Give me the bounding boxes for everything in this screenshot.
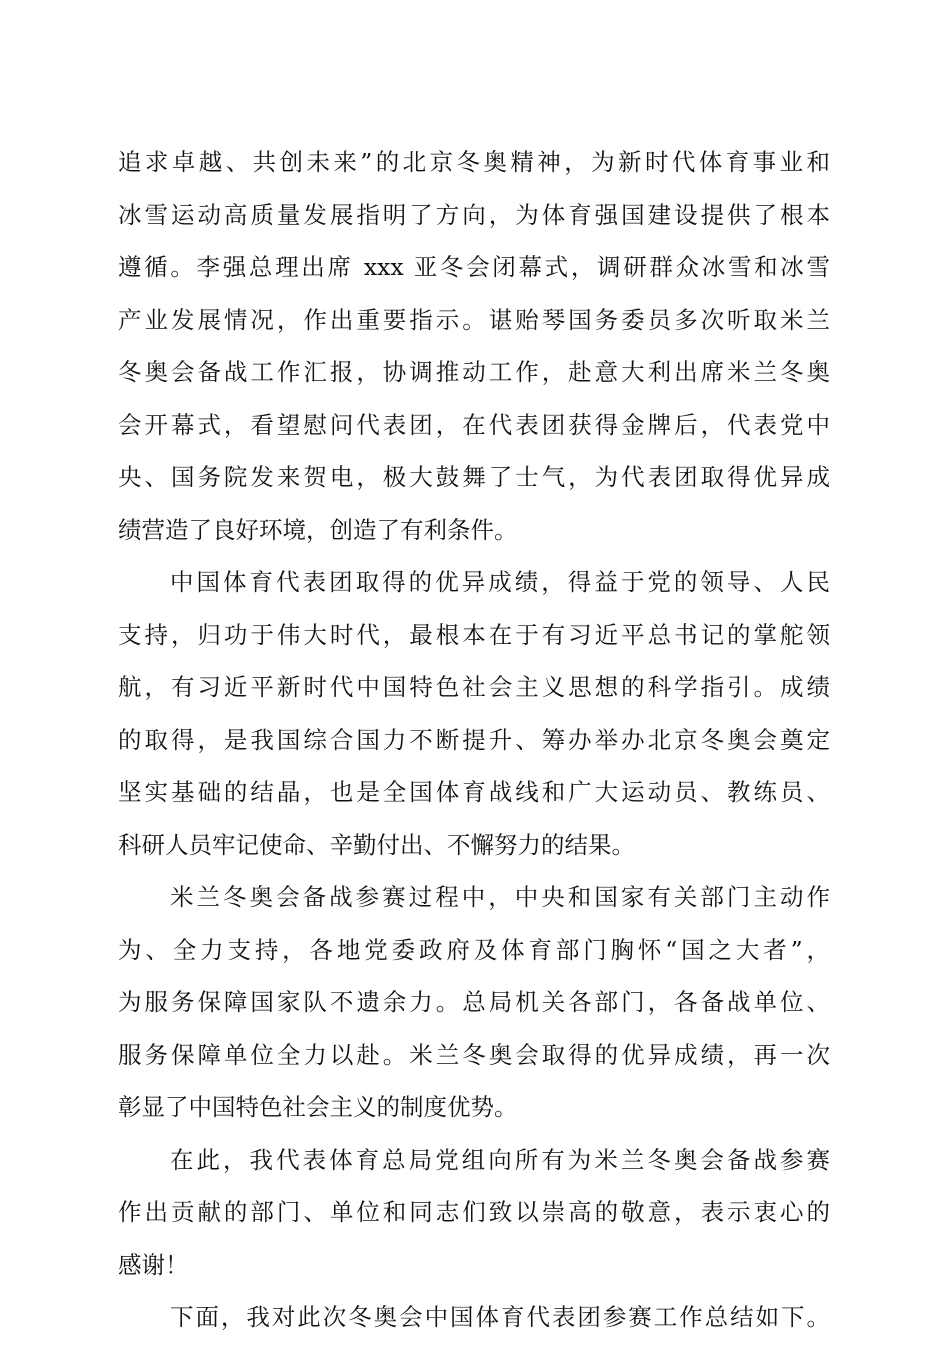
paragraph-2 — [118, 561, 830, 876]
text-line: 的取得，是我国综合国力不断提升、筹办举办北京冬奥会奠定 — [118, 725, 830, 754]
text-line: 遵循。李强总理出席 xxx 亚冬会闭幕式，调研群众冰雪和冰雪 — [118, 253, 830, 281]
text-line: 中国体育代表团取得的优异成绩，得益于党的领导、人民 — [170, 568, 830, 596]
text-line: 彰显了中国特色社会主义的制度优势。 — [118, 1093, 518, 1121]
text-line: 会开幕式，看望慰问代表团，在代表团获得金牌后，代表党中 — [118, 410, 830, 439]
text-line: 下面，我对此次冬奥会中国体育代表团参赛工作总结如下。 — [170, 1303, 830, 1331]
text-line: 为服务保障国家队不遗余力。总局机关各部门，各备战单位、 — [118, 988, 830, 1016]
paragraph-4 — [118, 1139, 830, 1297]
text-line: 冬奥会备战工作汇报，协调推动工作，赴意大利出席米兰冬奥 — [118, 358, 830, 386]
text-line: 追求卓越、共创未来”的北京冬奥精神，为新时代体育事业和 — [118, 148, 830, 176]
text-line: 央、国务院发来贺电，极大鼓舞了士气，为代表团取得优异成 — [118, 463, 830, 491]
paragraph-1 — [118, 141, 830, 561]
text-line: 支持，归功于伟大时代，最根本在于有习近平总书记的掌舵领 — [118, 620, 830, 649]
document-page — [118, 141, 830, 1349]
text-line: 米兰冬奥会备战参赛过程中，中央和国家有关部门主动作 — [170, 883, 830, 911]
paragraph-5 — [118, 1296, 830, 1349]
text-line: 为、全力支持，各地党委政府及体育部门胸怀“国之大者”， — [118, 935, 830, 964]
text-line: 坚实基础的结晶，也是全国体育战线和广大运动员、教练员、 — [118, 778, 830, 806]
text-line: 冰雪运动高质量发展指明了方向，为体育强国建设提供了根本 — [118, 200, 830, 229]
text-line: 感谢！ — [118, 1250, 189, 1279]
text-line: 航，有习近平新时代中国特色社会主义思想的科学指引。成绩 — [118, 673, 830, 701]
text-line: 产业发展情况，作出重要指示。谌贻琴国务委员多次听取米兰 — [118, 305, 830, 334]
text-line: 服务保障单位全力以赴。米兰冬奥会取得的优异成绩，再一次 — [118, 1040, 830, 1069]
text-line: 作出贡献的部门、单位和同志们致以崇高的敬意，表示衷心的 — [118, 1198, 830, 1226]
text-line: 绩营造了良好环境，创造了有利条件。 — [118, 515, 518, 544]
paragraph-3 — [118, 876, 830, 1139]
text-line: 科研人员牢记使命、辛勤付出、不懈努力的结果。 — [118, 830, 635, 859]
text-line: 在此，我代表体育总局党组向所有为米兰冬奥会备战参赛 — [170, 1145, 830, 1174]
